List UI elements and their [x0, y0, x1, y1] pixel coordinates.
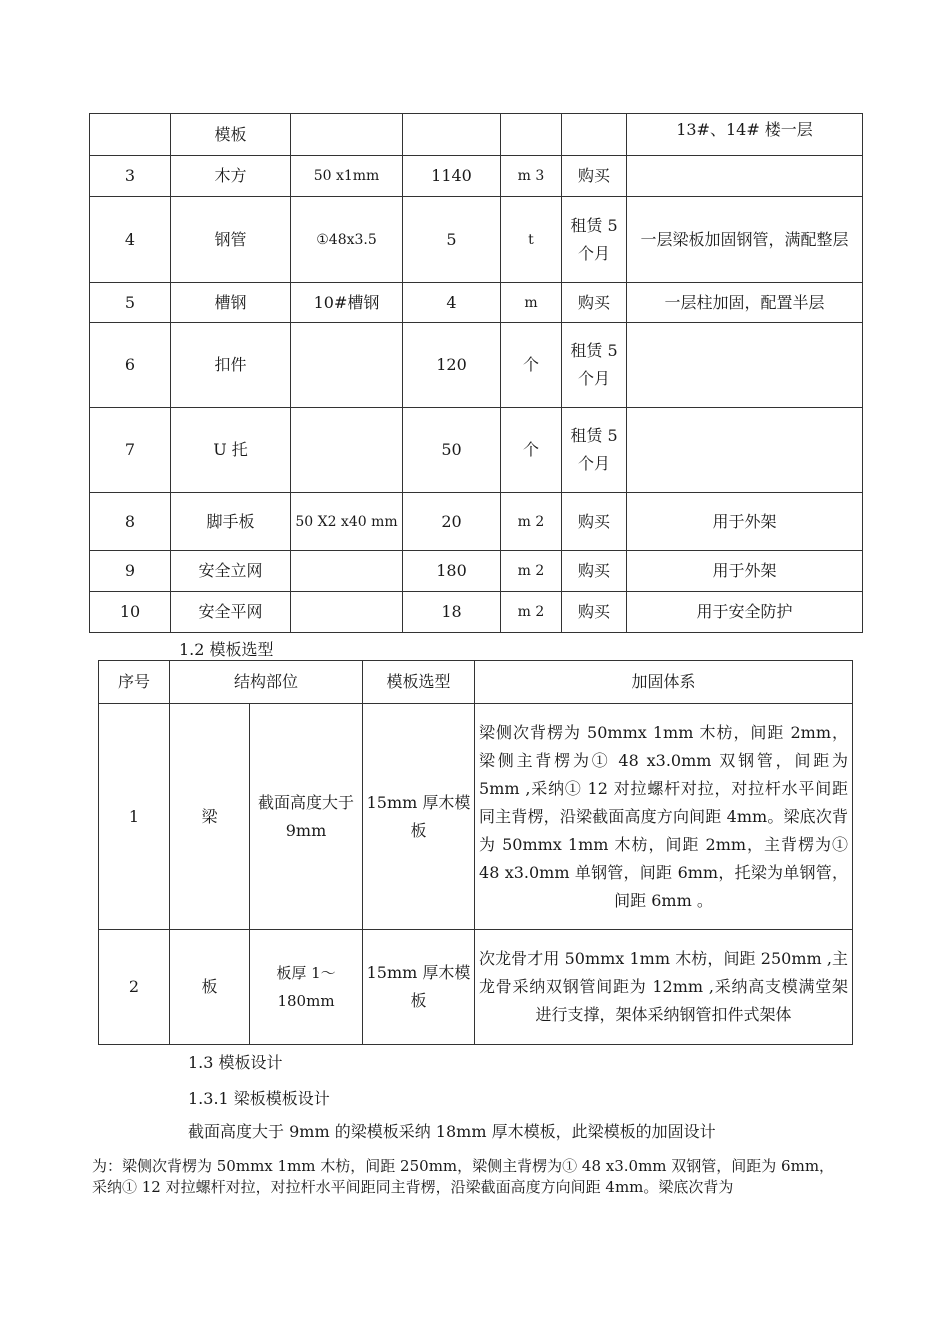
row-no: 2 — [99, 930, 170, 1045]
row-note: 用于安全防护 — [627, 592, 863, 633]
row-part: 板 — [170, 930, 250, 1045]
row-note: 用于外架 — [627, 551, 863, 592]
table-row — [90, 283, 863, 323]
header-system: 加固体系 — [475, 661, 853, 704]
section-heading-1-2: 1.2 模板选型 — [179, 640, 274, 659]
table-row — [90, 493, 863, 551]
row-note — [627, 408, 863, 493]
row-no: 4 — [90, 197, 171, 283]
row-method: 购买 — [562, 156, 627, 197]
row-unit: m — [501, 283, 562, 323]
row-spec — [291, 592, 403, 633]
table-row — [90, 156, 863, 197]
paragraph-line-3: 采纳① 12 对拉螺杆对拉，对拉杆水平间距同主背楞，沿梁截面高度方向间距 4mm。梁底次背为 — [92, 1178, 734, 1196]
row-spec: ①48x3.5 — [291, 197, 403, 283]
row-note — [627, 156, 863, 197]
row-unit — [501, 114, 562, 156]
table-row — [90, 592, 863, 633]
row-spec: 50 X2 x40 mm — [291, 493, 403, 551]
table-row — [90, 114, 863, 156]
row-note: 13#、14# 楼一层 — [627, 114, 863, 156]
row-note — [627, 323, 863, 408]
row-method: 购买 — [562, 283, 627, 323]
table-row — [99, 704, 853, 930]
row-name: 扣件 — [171, 323, 291, 408]
row-qty: 1140 — [403, 156, 501, 197]
section-heading-1-3-1: 1.3.1 梁板模板设计 — [188, 1089, 330, 1108]
row-spec: 50 x1mm — [291, 156, 403, 197]
row-sub: 板厚 1〜180mm — [250, 930, 363, 1045]
row-sub: 截面高度大于 9mm — [250, 704, 363, 930]
row-no: 5 — [90, 283, 171, 323]
paragraph-line-2: 为：梁侧次背楞为 50mmx 1mm 木枋，间距 250mm，梁侧主背楞为① 48 x3.0mm 双钢管，间距为 6mm， — [92, 1157, 835, 1175]
row-name: 脚手板 — [171, 493, 291, 551]
table-row — [90, 408, 863, 493]
row-name: 模板 — [171, 114, 291, 156]
row-no: 3 — [90, 156, 171, 197]
row-spec — [291, 323, 403, 408]
row-spec — [291, 114, 403, 156]
row-no: 6 — [90, 323, 171, 408]
row-qty: 4 — [403, 283, 501, 323]
row-unit: m 3 — [501, 156, 562, 197]
section-heading-1-3: 1.3 模板设计 — [188, 1053, 283, 1072]
row-qty — [403, 114, 501, 156]
row-name: U 托 — [171, 408, 291, 493]
row-method: 租赁 5 个月 — [562, 408, 627, 493]
row-unit: 个 — [501, 408, 562, 493]
row-system: 次龙骨才用 50mmx 1mm 木枋，间距 250mm ,主龙骨采纳双钢管间距为 12mm ,采纳高支模满堂架进行支撑，架体采纳钢管扣件式架体 — [475, 930, 853, 1045]
row-name: 安全平网 — [171, 592, 291, 633]
row-no: 1 — [99, 704, 170, 930]
row-qty: 50 — [403, 408, 501, 493]
header-type: 模板选型 — [363, 661, 475, 704]
row-no: 8 — [90, 493, 171, 551]
table-row — [90, 551, 863, 592]
table-row — [90, 197, 863, 283]
row-type: 15mm 厚木模板 — [363, 930, 475, 1045]
formwork-selection-table — [98, 660, 853, 1045]
row-spec — [291, 408, 403, 493]
row-name: 槽钢 — [171, 283, 291, 323]
row-system: 梁侧次背楞为 50mmx 1mm 木枋，间距 2mm，梁侧主背楞为① 48 x3.0mm 双钢管，间距为 5mm ,采纳① 12 对拉螺杆对拉，对拉杆水平间距同主背楞，沿梁截面高度方向间距 4mm。梁底次背为 50mmx 1mm 木枋，间距 2mm，主背楞为① 48 x3.0mm 单钢管，间距 6mm，托梁为单钢管，间距 6mm 。 — [475, 704, 853, 930]
materials-table — [89, 113, 863, 633]
row-method: 购买 — [562, 493, 627, 551]
row-unit: t — [501, 197, 562, 283]
row-qty: 18 — [403, 592, 501, 633]
row-qty: 120 — [403, 323, 501, 408]
row-unit: m 2 — [501, 592, 562, 633]
row-note: 一层柱加固，配置半层 — [627, 283, 863, 323]
row-method: 购买 — [562, 592, 627, 633]
row-unit: m 2 — [501, 551, 562, 592]
row-method: 租赁 5 个月 — [562, 197, 627, 283]
paragraph-line-1: 截面高度大于 9mm 的梁模板采纳 18mm 厚木模板，此梁模板的加固设计 — [188, 1122, 716, 1141]
row-no: 7 — [90, 408, 171, 493]
row-no: 9 — [90, 551, 171, 592]
header-part: 结构部位 — [170, 661, 363, 704]
row-qty: 20 — [403, 493, 501, 551]
row-part: 梁 — [170, 704, 250, 930]
table-row — [99, 930, 853, 1045]
row-method: 购买 — [562, 551, 627, 592]
row-note: 一层梁板加固钢管，满配整层 — [627, 197, 863, 283]
row-spec — [291, 551, 403, 592]
row-type: 15mm 厚木模板 — [363, 704, 475, 930]
table-row — [90, 323, 863, 408]
row-unit: m 2 — [501, 493, 562, 551]
row-name: 安全立网 — [171, 551, 291, 592]
row-qty: 180 — [403, 551, 501, 592]
row-unit: 个 — [501, 323, 562, 408]
row-no: 10 — [90, 592, 171, 633]
row-no — [90, 114, 171, 156]
row-qty: 5 — [403, 197, 501, 283]
row-method: 租赁 5 个月 — [562, 323, 627, 408]
header-no: 序号 — [99, 661, 170, 704]
row-name: 钢管 — [171, 197, 291, 283]
table-header-row — [99, 661, 853, 704]
row-note: 用于外架 — [627, 493, 863, 551]
row-spec: 10#槽钢 — [291, 283, 403, 323]
row-name: 木方 — [171, 156, 291, 197]
row-method — [562, 114, 627, 156]
